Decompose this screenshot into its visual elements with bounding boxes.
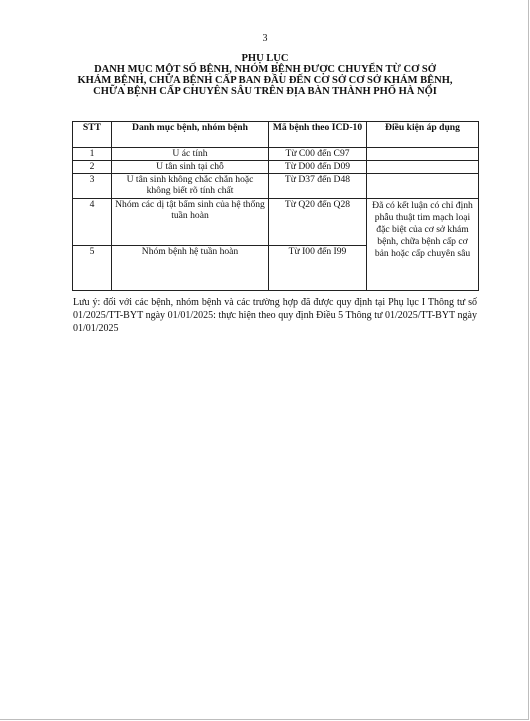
heading-title-line-3: CHỮA BỆNH CẤP CHUYÊN SÂU TRÊN ĐỊA BÀN THÀNH PHỐ HÀ NỘI (93, 86, 437, 97)
cell-stt: 1 (73, 148, 112, 161)
cell-condition (367, 174, 479, 199)
table-header-row (73, 122, 479, 148)
cell-condition (367, 161, 479, 174)
page-number: 3 (262, 33, 268, 44)
cell-category: U ác tính (112, 148, 269, 161)
cell-stt: 3 (73, 174, 112, 199)
header-stt: STT (73, 122, 112, 148)
cell-condition-merged: Đã có kết luận có chỉ định phẫu thuật tim mạch loại đặc biệt của cơ sở khám bệnh, chữa bệnh cấp cơ bản hoặc cấp chuyên sâu (367, 199, 479, 291)
header-condition: Điều kiện áp dụng (367, 122, 479, 148)
heading-appendix-label: PHỤ LỤC (241, 53, 289, 64)
cell-category: Nhóm các dị tật bẩm sinh của hệ thống tuần hoàn (112, 199, 269, 246)
disease-list-table (72, 121, 479, 291)
table-row (73, 148, 479, 161)
document-heading (50, 53, 480, 97)
cell-icd-code: Từ I00 đến I99 (269, 246, 367, 291)
heading-title-line-2: KHÁM BỆNH, CHỮA BỆNH CẤP BAN ĐẦU ĐẾN CƠ SỞ CƠ SỞ KHÁM BỆNH, (77, 75, 453, 86)
cell-condition (367, 148, 479, 161)
table-row (73, 161, 479, 174)
cell-icd-code: Từ Q20 đến Q28 (269, 199, 367, 246)
cell-stt: 5 (73, 246, 112, 291)
header-icd-code: Mã bệnh theo ICD-10 (269, 122, 367, 148)
table-row (73, 199, 479, 246)
cell-stt: 2 (73, 161, 112, 174)
header-category: Danh mục bệnh, nhóm bệnh (112, 122, 269, 148)
footnote: Lưu ý: đối với các bệnh, nhóm bệnh và các trường hợp đã được quy định tại Phụ lục I Thông tư số 01/2025/TT-BYT ngày 01/01/2025: thực hiện theo quy định Điều 5 Thông tư 01/2025/TT-BYT ngày 01/01/2025 (73, 297, 477, 334)
cell-icd-code: Từ D00 đến D09 (269, 161, 367, 174)
cell-stt: 4 (73, 199, 112, 246)
heading-title-line-1: DANH MỤC MỘT SỐ BỆNH, NHÓM BỆNH ĐƯỢC CHUYỂN TỪ CƠ SỞ (94, 64, 436, 75)
cell-icd-code: Từ C00 đến C97 (269, 148, 367, 161)
cell-category: U tân sinh không chắc chắn hoặc không biết rõ tính chất (112, 174, 269, 199)
cell-category: Nhóm bệnh hệ tuần hoàn (112, 246, 269, 291)
cell-category: U tân sinh tại chỗ (112, 161, 269, 174)
table-row (73, 174, 479, 199)
cell-icd-code: Từ D37 đến D48 (269, 174, 367, 199)
